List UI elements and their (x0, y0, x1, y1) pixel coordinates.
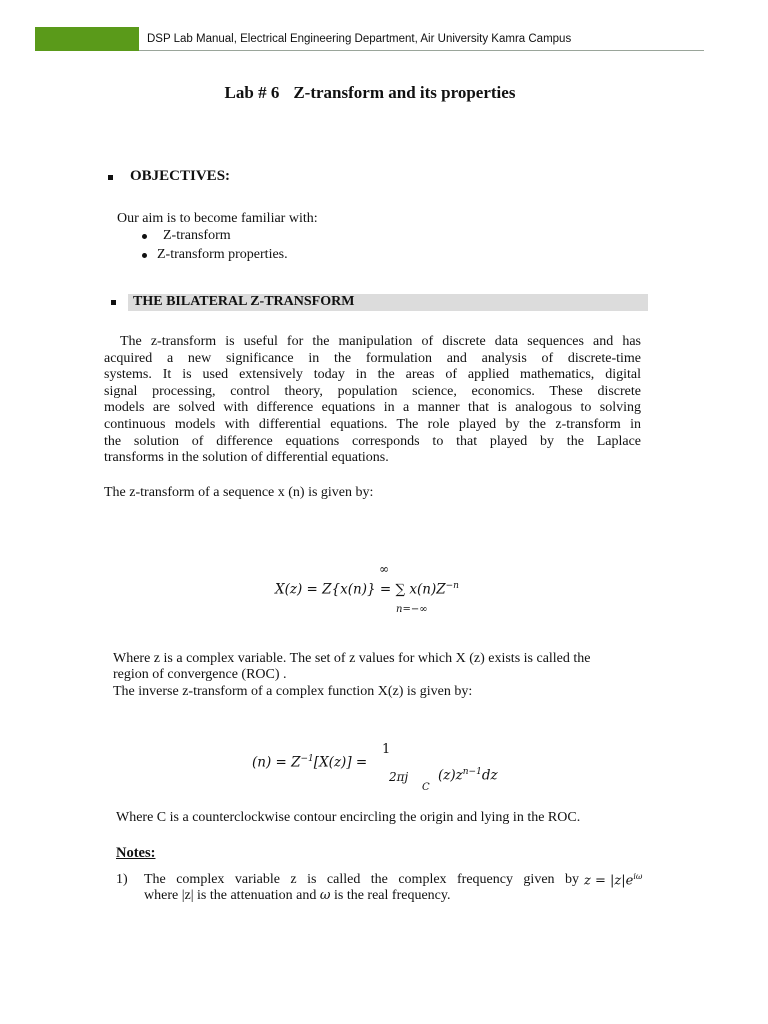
note-line-1 (144, 872, 579, 889)
page-title (0, 83, 740, 103)
integrand-body: (z)z (438, 767, 463, 784)
bilateral-heading: THE BILATERAL Z-TRANSFORM (133, 294, 355, 309)
roc-line: Where z is a complex variable. The set of z values for which X (z) exists is called the (113, 651, 591, 666)
integrand (438, 767, 498, 784)
lab-number: Lab # 6 (224, 83, 280, 102)
fraction-denominator: 2πj (389, 770, 409, 784)
fraction-numerator: 1 (382, 742, 391, 757)
objective-item: Z-transform (163, 228, 231, 243)
sum-lower-limit: n=−∞ (396, 604, 428, 615)
roc-line: region of convergence (ROC) . (113, 667, 287, 682)
header-rule (139, 50, 704, 51)
omega-symbol: ω (319, 888, 331, 903)
header-color-block (35, 27, 139, 51)
lab-topic: Z-transform and its properties (293, 83, 516, 102)
sequence-intro: The z-transform of a sequence x (n) is given by: (104, 485, 374, 500)
contour-text: Where C is a counterclockwise contour encircling the origin and lying in the ROC. (116, 810, 581, 825)
sum-upper-limit: ∞ (379, 562, 389, 576)
note-text: The complex variable z is called the complex frequency given by (144, 872, 579, 887)
inverse-equation (252, 754, 367, 771)
note-number: 1) (116, 872, 128, 887)
paragraph-line: models are solved with difference equations in a manner that is analogous to solving (104, 400, 641, 416)
complex-frequency-formula (584, 872, 642, 888)
contour-label: C (422, 782, 430, 793)
paragraph-line: systems. It is used extensively today in the areas of applied mathematics, digital (104, 367, 641, 383)
objectives-heading: OBJECTIVES: (130, 168, 231, 184)
paragraph-line: acquired a new significance in the formulation and analysis of discrete-time (104, 350, 641, 366)
notes-label: Notes: (116, 845, 156, 861)
inverse-mid: [X(z)] = (313, 754, 368, 771)
z-transform-equation (275, 581, 459, 598)
objectives-intro: Our aim is to become familiar with: (117, 211, 318, 226)
formula-exponent: iω (633, 872, 643, 881)
paragraph-line: the solution of difference equations corresponds to that played by the Laplace (104, 433, 641, 449)
integrand-exponent: n−1 (462, 767, 482, 777)
equation-exponent: −n (445, 581, 459, 591)
paragraph-line: continuous models with differential equations. The role played by the z-transform in (104, 416, 641, 432)
paragraph-line: The z-transform is useful for the manipulation of discrete data sequences and has (120, 334, 641, 349)
note-line-2b: is the real frequency. (333, 888, 451, 903)
objective-item: Z-transform properties. (157, 247, 288, 262)
square-bullet-icon (111, 300, 116, 305)
paragraph-line: transforms in the solution of differential equations. (104, 450, 389, 466)
square-bullet-icon (108, 175, 113, 180)
equation-body: X(z) = Z{x(n)} = ∑ x(n)Z (275, 581, 446, 598)
bullet-dot-icon (142, 253, 147, 258)
note-line-2a: where |z| is the attenuation and (144, 888, 317, 903)
header-text: DSP Lab Manual, Electrical Engineering Department, Air University Kamra Campus (147, 33, 572, 45)
formula-body: z = |z|e (584, 873, 634, 889)
bilateral-paragraph (104, 334, 641, 467)
note-line-2 (144, 888, 450, 905)
bullet-dot-icon (142, 234, 147, 239)
inverse-lhs: (n) = Z (252, 754, 301, 771)
inverse-exponent: −1 (300, 754, 314, 764)
inverse-intro: The inverse z-transform of a complex function X(z) is given by: (113, 684, 473, 699)
paragraph-line: signal processing, control theory, population science, economics. These discrete (104, 383, 641, 399)
differential: dz (481, 767, 498, 784)
